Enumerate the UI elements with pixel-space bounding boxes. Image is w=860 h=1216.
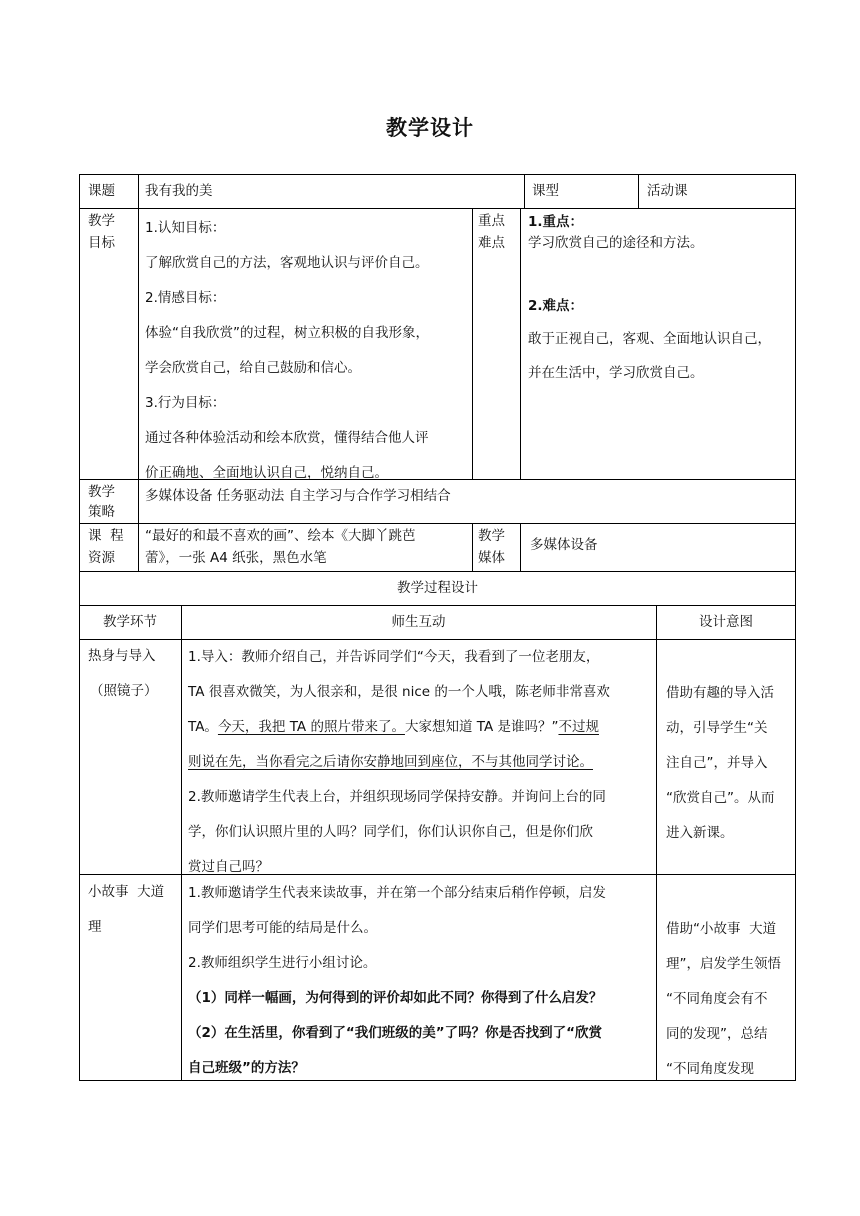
- keypoints-label-1: 重点: [478, 213, 505, 229]
- strategy-label-2: 策略: [88, 504, 115, 520]
- strategy-value: 多媒体设备 任务驱动法 自主学习与合作学习相结合: [145, 488, 451, 504]
- row2-intent: [666, 912, 781, 1087]
- difficulty-line: 敢于正视自己，客观、全面地认识自己，: [528, 331, 771, 347]
- goals-list: [145, 211, 429, 491]
- type-value: 活动课: [647, 183, 688, 199]
- header-intent: 设计意图: [699, 614, 753, 630]
- media-label-2: 媒体: [478, 550, 505, 566]
- row1-interaction: [188, 640, 610, 885]
- row1-intent-line: “欣赏自己”。从而: [666, 790, 775, 806]
- row2-line: 1.教师邀请学生代表来读故事，并在第一个部分结束后稍作停顿，启发: [188, 885, 606, 901]
- row1-line-mixed: [188, 710, 610, 745]
- row2-interaction: [188, 876, 606, 1086]
- topic-value: 我有我的美: [145, 183, 213, 199]
- row2-stage-1: 小故事 大道: [88, 884, 165, 900]
- row1-underlined-seg: 不过规: [558, 719, 599, 735]
- key-point-title: 1.重点：: [528, 214, 584, 230]
- keypoints-label-2: 难点: [478, 235, 505, 251]
- difficulty-title: 2.难点：: [528, 298, 584, 314]
- goals-line: 了解欣赏自己的方法，客观地认识与评价自己。: [145, 255, 429, 271]
- row1-intent-line: 动，引导学生“关: [666, 720, 768, 736]
- row1-intent-line: 借助有趣的导入活: [666, 685, 774, 701]
- row1-underlined-line: 则说在先，当你看完之后请你安静地回到座位，不与其他同学讨论。: [188, 754, 593, 770]
- media-value: 多媒体设备: [530, 537, 598, 553]
- goals-label-1: 教学: [88, 213, 115, 229]
- type-label: 课型: [532, 183, 559, 199]
- header-stage: 教学环节: [103, 614, 157, 630]
- row2-question: （1）同样一幅画，为何得到的评价却如此不同？你得到了什么启发？: [188, 990, 603, 1006]
- row2-intent-line: “不同角度会有不: [666, 991, 768, 1007]
- row2-question: （2）在生活里，你看到了“我们班级的美”了吗？你是否找到了“欣赏: [188, 1025, 603, 1041]
- row2-question: 自己班级”的方法？: [188, 1060, 305, 1076]
- goals-line: 学会欣赏自己，给自己鼓励和信心。: [145, 360, 361, 376]
- key-point-text: 学习欣赏自己的途径和方法。: [528, 235, 704, 251]
- goals-line: 体验“自我欣赏”的过程，树立积极的自我形象，: [145, 325, 429, 341]
- row1-seg: 大家想知道 TA 是谁吗？”: [404, 719, 559, 735]
- media-label-1: 教学: [478, 528, 505, 544]
- strategy-label-1: 教学: [88, 484, 115, 500]
- row1-underlined-seg: 今天，我把 TA 的照片带来了。: [217, 719, 405, 735]
- row1-intent: [666, 676, 775, 851]
- row2-intent-line: “不同角度发现: [666, 1061, 754, 1077]
- row1-line: 1.导入：教师介绍自己，并告诉同学们“今天，我看到了一位老朋友，: [188, 649, 600, 665]
- row2-intent-line: 同的发现”，总结: [666, 1026, 768, 1042]
- row2-line: 2.教师组织学生进行小组讨论。: [188, 955, 377, 971]
- goals-line: 2.情感目标：: [145, 290, 226, 306]
- row2-line: 同学们思考可能的结局是什么。: [188, 920, 377, 936]
- resources-label-1: 课 程: [88, 528, 124, 544]
- goals-line: 1.认知目标：: [145, 220, 226, 236]
- row2-intent-line: 借助“小故事 大道: [666, 921, 777, 937]
- row1-intent-line: 注自己”，并导入: [666, 755, 768, 771]
- resources-value-1: “最好的和最不喜欢的画”、绘本《大脚丫跳芭: [145, 528, 416, 544]
- page-title: 教学设计: [386, 116, 474, 140]
- header-interaction: 师生互动: [391, 614, 446, 630]
- difficulty-line: 并在生活中，学习欣赏自己。: [528, 365, 704, 381]
- row1-intent-line: 进入新课。: [666, 825, 734, 841]
- row1-seg: TA。: [188, 719, 218, 735]
- resources-value-2: 蕾》，一张 A4 纸张，黑色水笔: [145, 550, 327, 566]
- row1-line: 学，你们认识照片里的人吗？同学们，你们认识你自己，但是你们欣: [188, 824, 593, 840]
- row1-line: TA 很喜欢微笑，为人很亲和，是很 nice 的一个人哦，陈老师非常喜欢: [188, 684, 610, 700]
- row1-line: 赏过自己吗？: [188, 859, 269, 875]
- row1-stage-1: 热身与导入: [88, 648, 156, 664]
- row2-intent-line: 理”，启发学生领悟: [666, 956, 781, 972]
- process-title: 教学过程设计: [397, 580, 478, 596]
- resources-label-2: 资源: [88, 550, 115, 566]
- goals-line: 3.行为目标：: [145, 395, 226, 411]
- row2-stage-2: 理: [88, 919, 102, 935]
- difficulty-list: [528, 322, 771, 390]
- row1-stage-2: （照镜子）: [90, 683, 158, 699]
- row1-line: 2.教师邀请学生代表上台，并组织现场同学保持安静。并询问上台的同: [188, 789, 606, 805]
- goals-label-2: 目标: [88, 235, 115, 251]
- goals-line: 价正确地、全面地认识自己，悦纳自己。: [145, 465, 388, 481]
- goals-line: 通过各种体验活动和绘本欣赏，懂得结合他人评: [145, 430, 429, 446]
- topic-label: 课题: [88, 183, 115, 199]
